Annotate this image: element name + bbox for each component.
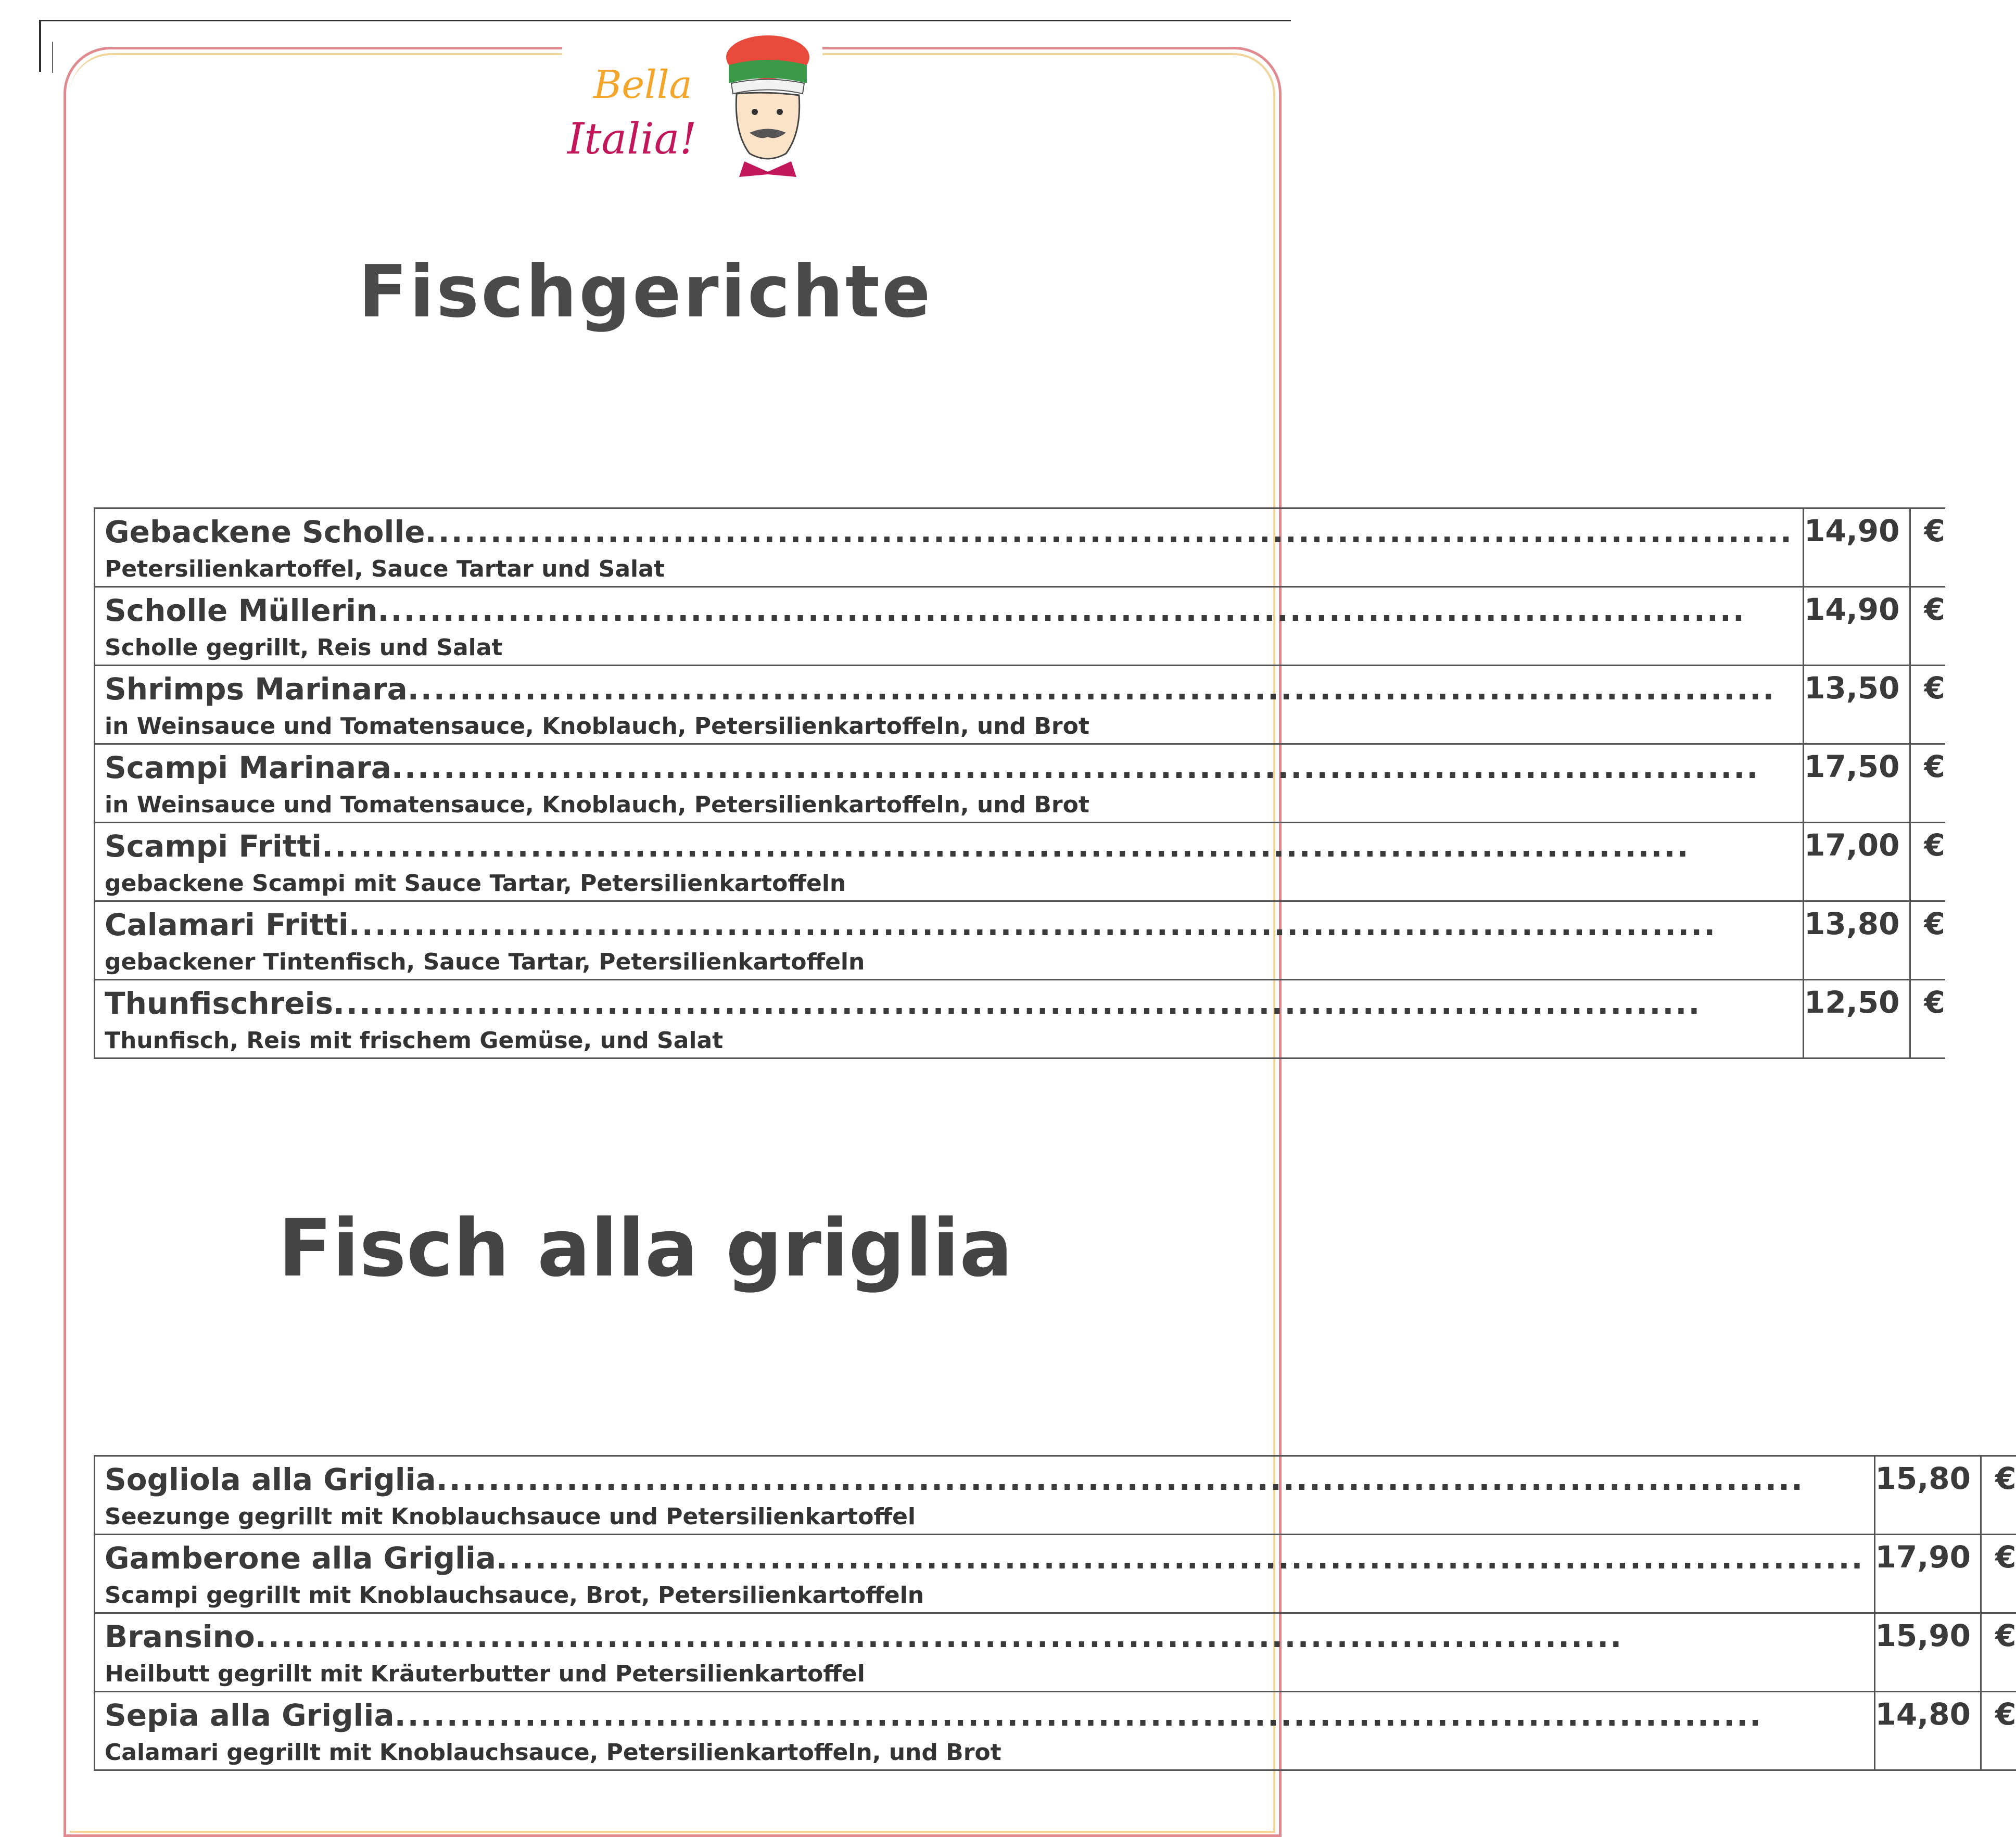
item-name: Calamari Fritti	[105, 907, 349, 942]
item-name: Gebackene Scholle	[105, 514, 425, 550]
item-description: gebackener Tintenfisch, Sauce Tartar, Petersilienkartoffeln	[105, 949, 1793, 975]
currency-symbol: €	[1924, 592, 1945, 627]
chef-icon	[713, 34, 822, 185]
menu-table-fischgerichte	[94, 507, 1945, 1059]
menu-row	[95, 666, 1945, 744]
menu-row	[95, 1535, 2016, 1613]
currency-symbol: €	[1924, 985, 1945, 1020]
item-price: 17,50	[1804, 749, 1899, 784]
leader-dots: .........................................................................................................	[408, 671, 1793, 707]
item-name: Scampi Fritti	[105, 828, 322, 864]
scan-edge	[39, 20, 41, 72]
menu-row	[95, 823, 1945, 901]
item-price: 12,50	[1804, 985, 1899, 1020]
currency-symbol: €	[1995, 1618, 2016, 1653]
scan-edge	[39, 20, 1291, 21]
item-price: 13,50	[1804, 670, 1899, 706]
item-price: 14,90	[1804, 592, 1899, 627]
menu-row	[95, 1692, 2016, 1770]
leader-dots: .........................................................................................................	[391, 750, 1793, 785]
menu-row	[95, 901, 1945, 980]
item-price: 14,90	[1804, 513, 1899, 548]
item-price: 13,80	[1804, 906, 1899, 941]
item-price: 15,80	[1875, 1461, 1971, 1496]
item-description: Seezunge gegrillt mit Knoblauchsauce und Petersilienkartoffel	[105, 1503, 1865, 1530]
logo-text-italia: Italia!	[567, 114, 697, 164]
currency-symbol: €	[1995, 1461, 2016, 1496]
menu-row	[95, 587, 1945, 666]
item-description: in Weinsauce und Tomatensauce, Knoblauch, Petersilienkartoffeln, und Brot	[105, 713, 1793, 739]
item-name: Scampi Marinara	[105, 750, 391, 785]
menu-row	[95, 508, 1945, 587]
item-name: Scholle Müllerin	[105, 593, 377, 628]
menu-row	[95, 1456, 2016, 1535]
restaurant-logo	[562, 31, 822, 187]
currency-symbol: €	[1924, 749, 1945, 784]
menu-row	[95, 744, 1945, 823]
currency-symbol: €	[1995, 1539, 2016, 1575]
item-name: Sogliola alla Griglia	[105, 1462, 436, 1497]
item-description: Heilbutt gegrillt mit Kräuterbutter und Petersilienkartoffel	[105, 1661, 1865, 1687]
item-description: in Weinsauce und Tomatensauce, Knoblauch, Petersilienkartoffeln, und Brot	[105, 792, 1793, 818]
currency-symbol: €	[1924, 513, 1945, 548]
section-title-fisch-alla-griglia: Fisch alla griglia	[0, 1202, 1291, 1294]
item-name: Shrimps Marinara	[105, 671, 408, 707]
leader-dots: .........................................................................................................	[395, 1698, 1865, 1733]
section-title-fischgerichte: Fischgerichte	[0, 250, 1291, 334]
item-name: Bransino	[105, 1619, 255, 1654]
leader-dots: .........................................................................................................	[496, 1540, 1865, 1576]
item-price: 14,80	[1875, 1696, 1971, 1732]
scan-edge	[52, 42, 53, 73]
currency-symbol: €	[1924, 827, 1945, 863]
item-name: Thunfischreis	[105, 986, 333, 1021]
logo-text-bella: Bella	[593, 62, 692, 107]
item-description: Scholle gegrillt, Reis und Salat	[105, 634, 1793, 661]
item-name: Gamberone alla Griglia	[105, 1540, 496, 1576]
item-description: Petersilienkartoffel, Sauce Tartar und Salat	[105, 556, 1793, 582]
leader-dots: .........................................................................................................	[333, 986, 1793, 1021]
item-description: Thunfisch, Reis mit frischem Gemüse, und Salat	[105, 1027, 1793, 1054]
item-name: Sepia alla Griglia	[105, 1698, 395, 1733]
item-price: 17,90	[1875, 1539, 1971, 1575]
item-description: gebackene Scampi mit Sauce Tartar, Petersilienkartoffeln	[105, 870, 1793, 897]
currency-symbol: €	[1995, 1696, 2016, 1732]
leader-dots: .........................................................................................................	[322, 828, 1793, 864]
menu-row	[95, 1613, 2016, 1692]
item-price: 17,00	[1804, 827, 1899, 863]
item-description: Scampi gegrillt mit Knoblauchsauce, Brot, Petersilienkartoffeln	[105, 1582, 1865, 1609]
leader-dots: .........................................................................................................	[349, 907, 1793, 942]
menu-row	[95, 980, 1945, 1058]
item-description: Calamari gegrillt mit Knoblauchsauce, Petersilienkartoffeln, und Brot	[105, 1739, 1865, 1766]
leader-dots: .........................................................................................................	[377, 593, 1793, 628]
item-price: 15,90	[1875, 1618, 1971, 1653]
currency-symbol: €	[1924, 670, 1945, 706]
leader-dots: .........................................................................................................	[255, 1619, 1865, 1654]
leader-dots: .........................................................................................................	[425, 514, 1794, 550]
menu-table-fisch-alla-griglia	[94, 1455, 2016, 1771]
leader-dots: .........................................................................................................	[436, 1462, 1865, 1497]
currency-symbol: €	[1924, 906, 1945, 941]
